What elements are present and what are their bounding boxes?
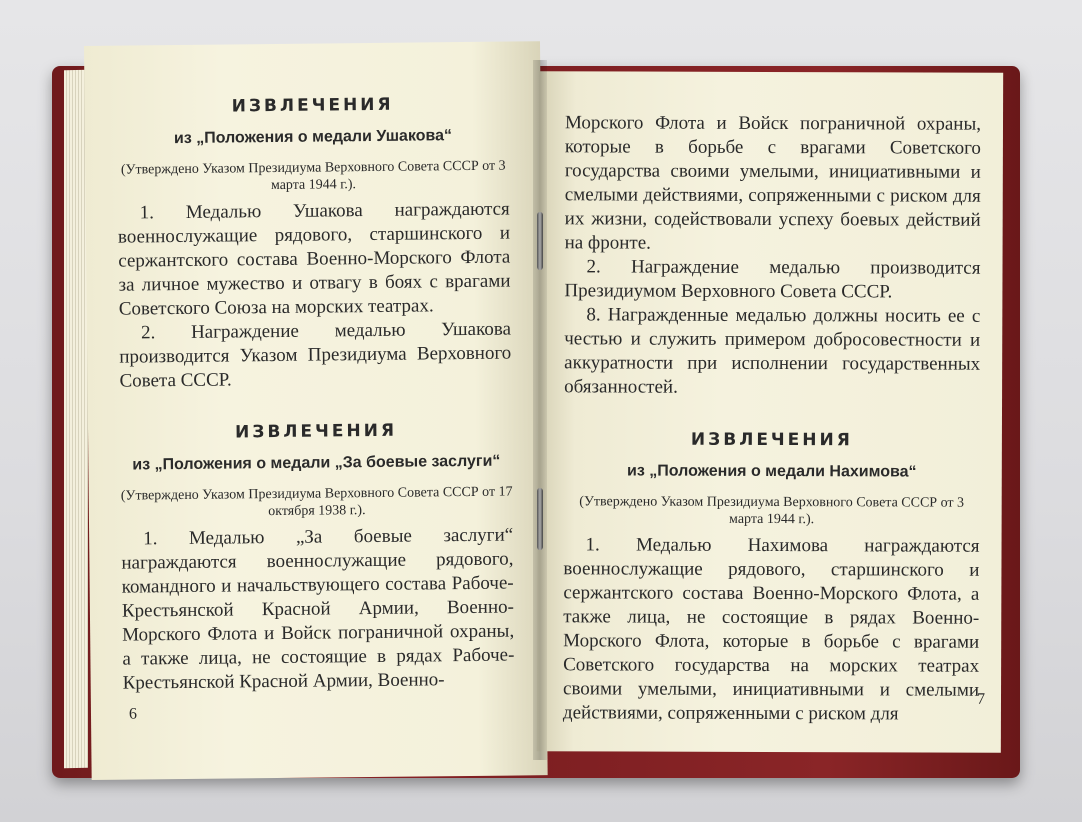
section-heading: ИЗВЛЕЧЕНИЯ <box>231 94 394 117</box>
paragraph: 1. Медалью Ушакова награждаются военнослужащие рядового, старшинского и сержантского состава Военно-Морского Флота за личное мужество и отвагу в боях с врагами Советского Союза на морских театрах. <box>117 198 511 320</box>
section-subheading: из „Положения о медали Ушакова“ <box>173 127 453 148</box>
paragraph: 1. Медалью „За боевые заслуги“ награждаются военнослужащие рядового, командного и начальствующего состава Рабоче-Крестьянской Красной Армии, Военно-Морского Флота и Войск пограничной охраны, а также лица, не состоящие в рядах Рабоче-Крестьянской Красной Армии, Военно- <box>121 524 515 694</box>
page-number: 6 <box>128 705 138 723</box>
left-page-text <box>117 92 515 696</box>
left-page <box>84 41 548 780</box>
book-gutter <box>533 60 547 760</box>
staple <box>537 212 543 270</box>
section-heading: ИЗВЛЕЧЕНИЯ <box>234 420 398 443</box>
decree-note: (Утверждено Указом Президиума Верховного Совета СССР от 3 марта 1944 г.). <box>579 494 965 528</box>
decree-note: (Утверждено Указом Президиума Верховного Совета СССР от 17 октября 1938 г.). <box>120 484 513 520</box>
section-heading: ИЗВЛЕЧЕНИЯ <box>690 429 853 451</box>
section-subheading: из „Положения о медали „За боевые заслуги“ <box>132 452 501 474</box>
paragraph: 2. Награждение медалью производится Президиумом Верховного Совета СССР. <box>564 256 981 303</box>
right-page-text <box>563 111 981 726</box>
section-subheading: из „Положения о медали Нахимова“ <box>627 462 917 481</box>
paragraph: Морского Флота и Войск пограничной охраны, которые в борьбе с врагами Советского государства своими умелыми, инициативными и смелыми действиями, сопряженными с риском для их жизни, содействовали успеху боевых действий на фронте. <box>564 112 982 254</box>
paragraph: 8. Награжденные медалью должны носить ее с честью и служить примером добросовестности и аккуратности при исполнении государственных обязанностей. <box>564 304 981 398</box>
right-page <box>537 71 1003 753</box>
paragraph: 1. Медалью Нахимова награждаются военнослужащие рядового, старшинского и сержантского состава Военно-Морского Флота, а также лица, не состоящие в рядах Военно-Морского Флота, которые в борьбе с врагами Советского государства на морских театрах своими умелыми, инициативными и смелыми действиями, сопряженными с риском для <box>562 534 980 725</box>
paragraph: 2. Награждение медалью Ушакова производится Указом Президиума Верховного Совета СССР. <box>119 318 512 392</box>
decree-note: (Утверждено Указом Президиума Верховного Совета СССР от 3 марта 1944 г.). <box>120 158 506 194</box>
page-number: 7 <box>976 690 986 708</box>
staple <box>537 488 543 550</box>
